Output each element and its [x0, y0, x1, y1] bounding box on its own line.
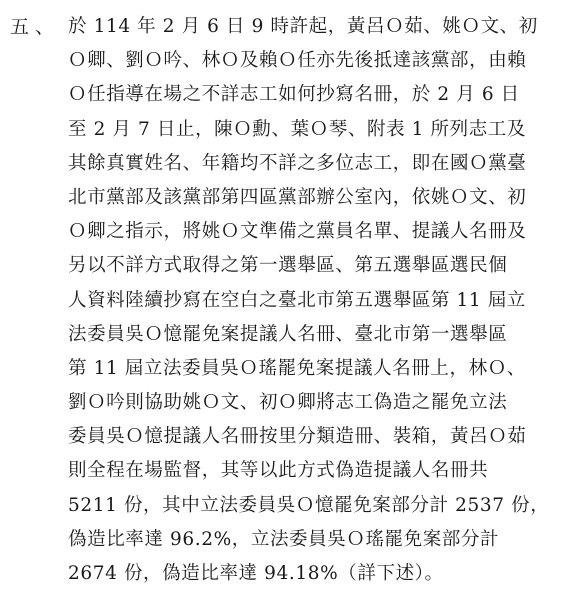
text-line: Ｏ任指導在場之不詳志工如何抄寫名冊，於 2 月 6 日 — [68, 84, 520, 106]
text-line: Ｏ卿、劉Ｏ吟、林Ｏ及賴Ｏ任亦先後抵達該黨部，由賴 — [68, 50, 527, 72]
text-line: 2674 份，偽造比率達 94.18%（詳下述）。 — [68, 563, 444, 584]
text-line: 偽造比率達 96.2%，立法委員吳Ｏ瑤罷免案部分計 — [68, 528, 500, 550]
text-line: 則全程在場監督，其等以此方式偽造提議人名冊共 — [68, 460, 489, 482]
text-line: 法委員吳Ｏ憶罷免案提議人名冊、臺北市第一選舉區 — [68, 323, 508, 345]
text-line: 第 11 屆立法委員吳Ｏ瑤罷免案提議人名冊上，林Ｏ、 — [68, 357, 526, 379]
paragraph — [68, 10, 586, 591]
text-line: 人資料陸續抄寫在空白之臺北市第五選舉區第 11 屆立 — [68, 289, 526, 311]
text-line: Ｏ卿之指示，將姚Ｏ文準備之黨員名單、提議人名冊及 — [68, 221, 527, 243]
text-line: 於 114 年 2 月 6 日 9 時許起，黃呂Ｏ茹、姚Ｏ文、初 — [68, 16, 538, 37]
text-line: 至 2 月 7 日止，陳Ｏ勳、葉Ｏ琴、附表 1 所列志工及 — [68, 118, 526, 140]
text-line: 委員吳Ｏ憶提議人名冊按里分類造冊、裝箱，黃呂Ｏ茹 — [68, 426, 527, 448]
text-line: 另以不詳方式取得之第一選舉區、第五選舉區選民個 — [68, 255, 508, 277]
text-line: 5211 份，其中立法委員吳Ｏ憶罷免案部分計 2537 份， — [68, 494, 550, 516]
text-line: 劉Ｏ吟則協助姚Ｏ文、初Ｏ卿將志工偽造之罷免立法 — [68, 392, 508, 414]
section-marker: 五、 — [10, 16, 61, 38]
text-line: 北市黨部及該黨部第四區黨部辦公室內，依姚Ｏ文、初 — [68, 186, 527, 208]
text-line: 其餘真實姓名、年籍均不詳之多位志工，即在國Ｏ黨臺 — [68, 152, 527, 174]
